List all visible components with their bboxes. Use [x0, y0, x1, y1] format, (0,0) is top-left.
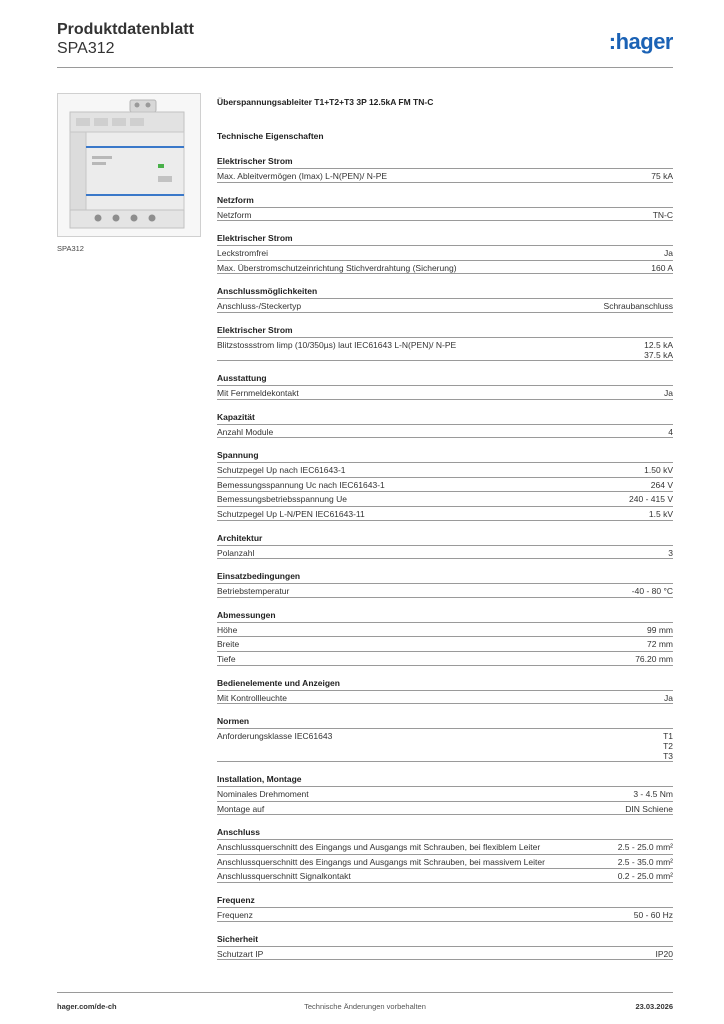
- section-title: Bedienelemente und Anzeigen: [217, 677, 340, 688]
- hager-logo-text: :hager: [608, 29, 673, 54]
- spec-row: [217, 622, 673, 637]
- spec-value: 2.5 - 35.0 mm²: [617, 856, 673, 867]
- spec-value: 72 mm: [647, 639, 673, 650]
- spec-section: [217, 156, 673, 183]
- spec-row: [217, 636, 673, 651]
- spec-label: Montage auf: [217, 803, 265, 814]
- spec-section: [217, 412, 673, 439]
- spec-label: Netzform: [217, 209, 252, 220]
- section-title: Anschlussmöglichkeiten: [217, 286, 318, 297]
- document-title: Produktdatenblatt: [57, 21, 194, 38]
- spec-label: Frequenz: [217, 910, 253, 921]
- section-title: Architektur: [217, 532, 263, 543]
- section-title: Anschluss: [217, 827, 260, 838]
- spec-section: [217, 450, 673, 520]
- spec-label: Mit Kontrollleuchte: [217, 692, 287, 703]
- spec-section: [217, 233, 673, 274]
- spec-value: -40 - 80 °C: [631, 586, 673, 597]
- spec-label: Mit Fernmeldekontakt: [217, 387, 299, 398]
- spec-row: [217, 477, 673, 492]
- footer-website-link[interactable]: hager.com/de-ch: [57, 1002, 117, 1011]
- section-rows: [217, 946, 673, 961]
- spec-row: [217, 690, 673, 705]
- section-title: Abmessungen: [217, 609, 276, 620]
- section-rows: [217, 690, 673, 705]
- spec-label: Anschlussquerschnitt des Eingangs und Ausgangs mit Schrauben, bei massivem Leiter: [217, 856, 545, 867]
- spec-label: Schutzart IP: [217, 948, 264, 959]
- spec-value: 264 V: [650, 479, 673, 490]
- page-header: [57, 20, 673, 68]
- spec-section: [217, 716, 673, 762]
- spec-label: Breite: [217, 639, 240, 650]
- section-rows: [217, 839, 673, 883]
- spec-label: Anschluss-/Steckertyp: [217, 301, 302, 312]
- product-image: [57, 93, 201, 237]
- section-rows: [217, 728, 673, 762]
- spec-value: 50 - 60 Hz: [633, 910, 673, 921]
- spec-label: Anforderungsklasse IEC61643: [217, 731, 333, 742]
- spec-label: Nominales Drehmoment: [217, 789, 309, 800]
- spec-value: 4: [668, 426, 673, 437]
- section-rows: [217, 337, 673, 361]
- spec-row: [217, 207, 673, 222]
- spec-sections: [217, 156, 673, 960]
- spec-row: [217, 545, 673, 560]
- spec-section: [217, 571, 673, 598]
- section-rows: [217, 622, 673, 666]
- section-title: Kapazität: [217, 411, 255, 422]
- footer-date: 23.03.2026: [635, 1002, 673, 1011]
- spec-section: [217, 895, 673, 922]
- spec-row: [217, 298, 673, 313]
- spec-value: 3 - 4.5 Nm: [633, 789, 673, 800]
- spec-label: Blitzstossstrom Iimp (10/350µs) laut IEC61643 L-N(PEN)/ N-PE: [217, 339, 457, 350]
- product-title: Überspannungsableiter T1+T2+T3 3P 12.5kA FM TN-C: [217, 97, 434, 107]
- spec-section: [217, 325, 673, 361]
- spec-value: 240 - 415 V: [629, 494, 673, 505]
- spec-label: Bemessungsspannung Uc nach IEC61643-1: [217, 479, 385, 490]
- spec-row: [217, 462, 673, 477]
- spec-row: [217, 651, 673, 666]
- section-rows: [217, 168, 673, 183]
- spec-section: [217, 827, 673, 883]
- section-title: Frequenz: [217, 895, 255, 906]
- spec-value: 2.5 - 25.0 mm²: [617, 842, 673, 853]
- spec-label: Anzahl Module: [217, 426, 274, 437]
- spec-value: 12.5 kA 37.5 kA: [644, 339, 673, 360]
- spec-value: 1.5 kV: [648, 508, 673, 519]
- spec-section: [217, 610, 673, 666]
- section-rows: [217, 207, 673, 222]
- spec-row: [217, 868, 673, 883]
- tech-properties-heading: Technische Eigenschaften: [217, 131, 324, 141]
- spec-value: Ja: [664, 692, 673, 703]
- spec-row: [217, 786, 673, 801]
- spec-label: Schutzpegel Up nach IEC61643-1: [217, 465, 346, 476]
- section-title: Einsatzbedingungen: [217, 571, 301, 582]
- spec-section: [217, 934, 673, 961]
- spec-row: [217, 337, 673, 361]
- spec-value: 1.50 kV: [644, 465, 673, 476]
- spec-content: [217, 96, 673, 960]
- surge-arrester-illustration: [58, 94, 200, 236]
- spec-label: Max. Überstromschutzeinrichtung Stichverdrahtung (Sicherung): [217, 262, 457, 273]
- product-code: SPA312: [57, 40, 115, 57]
- section-rows: [217, 245, 673, 274]
- section-rows: [217, 462, 673, 520]
- spec-row: [217, 245, 673, 260]
- spec-value: IP20: [655, 948, 673, 959]
- page-footer: [57, 992, 673, 1018]
- section-rows: [217, 424, 673, 439]
- spec-section: [217, 678, 673, 705]
- spec-row: [217, 168, 673, 183]
- spec-row: [217, 260, 673, 275]
- footer-note: Technische Änderungen vorbehalten: [304, 1002, 426, 1011]
- spec-label: Max. Ableitvermögen (Imax) L-N(PEN)/ N-PE: [217, 171, 388, 181]
- spec-value: DIN Schiene: [625, 803, 673, 814]
- spec-row: [217, 491, 673, 506]
- spec-row: [217, 946, 673, 961]
- spec-value: T1 T2 T3: [663, 731, 673, 762]
- spec-label: Anschlussquerschnitt des Eingangs und Ausgangs mit Schrauben, bei flexiblem Leiter: [217, 842, 541, 853]
- spec-section: [217, 533, 673, 560]
- spec-label: Betriebstemperatur: [217, 586, 290, 597]
- spec-value: 76.20 mm: [635, 653, 673, 664]
- section-title: Installation, Montage: [217, 774, 302, 785]
- spec-label: Leckstromfrei: [217, 248, 269, 259]
- spec-value: 0.2 - 25.0 mm²: [617, 871, 673, 882]
- spec-label: Bemessungsbetriebsspannung Ue: [217, 494, 347, 505]
- section-title: Ausstattung: [217, 372, 267, 383]
- spec-value: 75 kA: [651, 171, 673, 181]
- spec-row: [217, 385, 673, 400]
- image-caption: SPA312: [57, 244, 84, 253]
- spec-row: [217, 801, 673, 816]
- spec-value: Schraubanschluss: [603, 301, 673, 312]
- spec-row: [217, 424, 673, 439]
- hager-logo: [593, 28, 673, 56]
- spec-label: Schutzpegel Up L-N/PEN IEC61643-11: [217, 508, 365, 519]
- section-title: Normen: [217, 716, 250, 727]
- spec-value: Ja: [664, 248, 673, 259]
- spec-label: Polanzahl: [217, 547, 255, 558]
- section-title: Netzform: [217, 194, 254, 205]
- spec-section: [217, 195, 673, 222]
- spec-row: [217, 907, 673, 922]
- section-rows: [217, 385, 673, 400]
- spec-row: [217, 583, 673, 598]
- spec-section: [217, 286, 673, 313]
- spec-section: [217, 774, 673, 815]
- spec-value: 160 A: [651, 262, 673, 273]
- section-title: Elektrischer Strom: [217, 324, 293, 335]
- section-rows: [217, 298, 673, 313]
- spec-value: 3: [668, 547, 673, 558]
- section-rows: [217, 907, 673, 922]
- section-rows: [217, 786, 673, 815]
- spec-label: Tiefe: [217, 653, 236, 664]
- spec-section: [217, 373, 673, 400]
- section-title: Elektrischer Strom: [217, 156, 293, 166]
- spec-value: 99 mm: [647, 624, 673, 635]
- spec-row: [217, 506, 673, 521]
- spec-value: TN-C: [652, 209, 673, 220]
- spec-row: [217, 854, 673, 869]
- section-title: Spannung: [217, 450, 259, 461]
- spec-row: [217, 728, 673, 762]
- spec-label: Anschlussquerschnitt Signalkontakt: [217, 871, 351, 882]
- section-title: Sicherheit: [217, 933, 259, 944]
- spec-value: Ja: [664, 387, 673, 398]
- section-title: Elektrischer Strom: [217, 233, 293, 244]
- spec-label: Höhe: [217, 624, 238, 635]
- spec-row: [217, 839, 673, 854]
- section-rows: [217, 545, 673, 560]
- section-rows: [217, 583, 673, 598]
